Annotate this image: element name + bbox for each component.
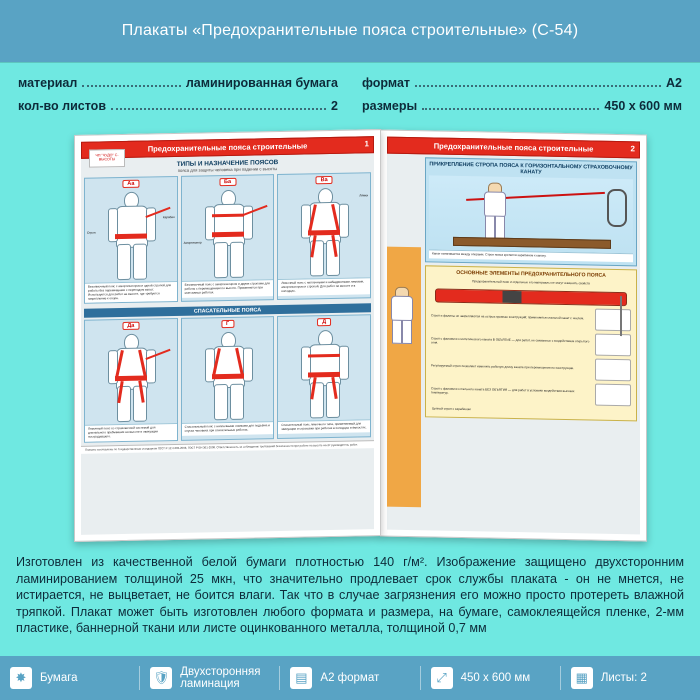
page-header (0, 0, 700, 62)
specs-block (0, 62, 700, 128)
poster-2-number: 2 (630, 144, 635, 154)
belt-chest-strap (212, 214, 244, 218)
carabiner-icon (607, 189, 627, 227)
belt-waist-strap (115, 234, 147, 240)
cell-caption: Спасательный пояс с наплечными лямками для подъёма и спуска человека при спасательных работах. (182, 422, 274, 436)
safety-belt-illustration (435, 288, 627, 306)
belt-row (431, 380, 631, 406)
poster-cell-aa (84, 176, 178, 304)
page-title: Плакаты «Предохранительные пояса строительные» (С-54) (121, 22, 579, 39)
footer-item-format (280, 667, 419, 689)
poster-preview-area (10, 132, 690, 544)
cell-caption: Лямочный пояс со страховочной системой для длительного пребывания на высоте и эвакуации пострадавшего. (85, 423, 177, 441)
figure-label: Амортизатор (183, 240, 202, 245)
cell-caption: Спасательный пояс лямочного типа, применяемый для эвакуации и страховки при работах в колодцах и ёмкостях. (278, 420, 370, 434)
rope-attachment-title: ПРИКРЕПЛЕНИЕ СТРОПА ПОЯСА К ГОРИЗОНТАЛЬНОМУ СТРАХОВОЧНОМУ КАНАТУ (429, 161, 633, 176)
footer-label-size: 450 x 600 мм (460, 672, 531, 684)
spec-row-sheets (18, 99, 338, 113)
figure-leg-right (230, 384, 244, 420)
layers-icon: ▦ (571, 667, 593, 689)
spec-value-sheets: 2 (331, 99, 338, 113)
spec-label-material: материал (18, 76, 78, 90)
belt-row (431, 330, 631, 356)
poster-cell-ba (181, 174, 275, 302)
rope-attachment-block (425, 157, 637, 266)
rescue-belts-band: СПАСАТЕЛЬНЫЕ ПОЯСА (84, 304, 371, 319)
footer-label-paper: Бумага (40, 672, 78, 684)
figure-illustration (182, 187, 274, 281)
cell-tag: Ба (219, 178, 236, 186)
figure-illustration (278, 185, 370, 279)
document-icon: ▤ (290, 667, 312, 689)
wooden-plank (453, 237, 610, 249)
figure-leg-right (230, 242, 244, 278)
section-subtitle-text: пояса для защиты человека при падении с высоты (177, 166, 278, 173)
figure-arm-right (339, 346, 349, 380)
figure-illustration (85, 331, 177, 425)
spec-label-sheets: кол-во листов (18, 99, 107, 113)
figure-arm-right (339, 204, 349, 238)
poster-1-row-1 (81, 169, 374, 307)
poster-cell-da (84, 318, 178, 442)
belt-waist-strap (212, 374, 244, 380)
spec-row-material (18, 76, 338, 90)
footer-label-sheets: Листы: 2 (600, 672, 647, 684)
product-description: Изготовлен из качественной белой бумаги плотностью 140 г/м². Изображение защищено двухсторонним ламинированием толщиной 25 мкн, что значительно продлевает срок службы плаката - он не мнется, не истирается, не выцветает, не боится влаги. Так что в случае загрязнения его можно просто протереть влажной тряпкой. Плакат может быть изготовлен любого формата и размера, на бумаге, самоклеящейся пленке, 2-мм пластике, баннерной ткани или листе оцинкованного металла, толщиной 0,7 мм (16, 555, 684, 636)
strap-icon (595, 383, 631, 406)
shield-icon: 🛡 (150, 667, 172, 689)
footer-item-sheets (561, 667, 700, 689)
cell-tag: Г (221, 320, 234, 328)
belt-row-text: Строп и фалины не закрепляются на острых кромках конструкций; применяется стальной канат с чехлом. (431, 313, 585, 321)
poster-cell-va (277, 172, 371, 300)
cell-caption: Безлямочный пояс с амортизатором и одной стропой для работы без перемещения с перепадом высот. Используется для работ на высоте, где требуется закрепление к опоре. (85, 281, 177, 303)
footer-item-paper (0, 667, 139, 689)
footer-label-lamination: Двухсторонняя ламинация (180, 666, 261, 690)
belt-waist-strap (212, 232, 244, 238)
page-footer (0, 656, 700, 700)
belt-elements-title: ОСНОВНЫЕ ЭЛЕМЕНТЫ ПРЕДОХРАНИТЕЛЬНОГО ПОЯСА (456, 269, 606, 279)
spec-row-size (362, 99, 682, 113)
figure-arm-right (243, 348, 253, 382)
poster-2-title-bar (387, 137, 640, 159)
figure-label: Лямки (359, 193, 369, 198)
poster-sheet-2[interactable] (380, 129, 647, 541)
worker-body (484, 191, 506, 217)
figure-illustration (278, 328, 370, 422)
poster-2-title: Предохранительные пояса строительные (433, 141, 594, 154)
spec-dots (422, 107, 599, 110)
chain-illustration (620, 296, 622, 336)
poster-1-footer-note: Плакаты изготовлены по Государственным стандартам ГОСТ Р 12.4.205-2003, ГОСТ Р ЕН 361-2008. Ответственность за соблюдение требований безопасности при работе на высоте несёт руководитель работ. (81, 440, 374, 454)
strap-icon (595, 358, 631, 381)
worker-leg-right (495, 216, 505, 240)
poster-1-number: 1 (364, 139, 369, 149)
worker-leg-right (402, 320, 412, 344)
spec-value-material: ламинированная бумага (185, 76, 338, 90)
spec-value-format: А2 (666, 76, 682, 90)
worker-figure (389, 287, 415, 343)
figure-illustration (182, 330, 274, 424)
poster-1-inner (81, 136, 374, 535)
rope-attachment-caption: Канат натягивается между опорами. Строп пояса крепится карабином к канату. (429, 249, 633, 262)
orange-side-strip (387, 247, 421, 508)
belt-chest-strap (308, 354, 340, 358)
belt-row (431, 355, 631, 381)
belt-row-text: Строп с фалами из синтетического каната В ОБЪЯТИЕ — для работ, не связанных с воздействием открытого огня. (431, 336, 590, 345)
cell-tag: Д (317, 318, 331, 326)
footer-label-format: A2 формат (320, 672, 380, 684)
belt-elements-block (425, 265, 637, 421)
cell-tag: Аа (122, 180, 139, 188)
footer-item-lamination (140, 666, 279, 690)
belt-row-text: Регулируемый строп позволяет изменять рабочую длину каната при перемещении по конструкции. (431, 363, 575, 370)
cell-tag: Да (122, 322, 139, 330)
cell-caption: Безлямочный пояс с амортизатором и двумя стропами для работы с перемещением по высоте. Применяется при монтажных работах. (182, 279, 274, 297)
section-title-text: ТИПЫ И НАЗНАЧЕНИЕ ПОЯСОВ (176, 159, 279, 168)
gear-icon: ✸ (10, 667, 32, 689)
poster-1-title: Предохранительные пояса строительные (147, 141, 308, 154)
worker-leg-left (392, 320, 402, 344)
spec-dots (82, 84, 181, 87)
spec-row-format (362, 76, 682, 90)
figure-illustration (85, 189, 177, 283)
footer-item-size (421, 667, 560, 689)
poster-sheet-1[interactable] (74, 129, 381, 542)
spec-value-size: 450 х 600 мм (604, 99, 682, 113)
spec-label-format: формат (362, 76, 411, 90)
worker-leg-left (485, 215, 495, 239)
figure-leg-left (214, 384, 228, 420)
poster-cell-g (181, 317, 275, 441)
figure-label: Карабин (162, 215, 175, 220)
resize-icon: ⤢ (431, 667, 453, 689)
specs-column-right (362, 76, 682, 122)
spec-label-size: размеры (362, 99, 418, 113)
strap-icon (595, 333, 631, 356)
rope-attachment-scene (429, 175, 633, 253)
cell-caption: Лямочный пояс с наплечными и набедренными лямками, амортизатором и стропой. Для работ на высоте и в колодцах. (278, 277, 370, 295)
belt-row-text: Строп с фалами из стального каната БЕЗ ОБЪЯТИЯ — для работ в условиях воздействия высоких температур. (431, 386, 575, 395)
publisher-logo: ЧП "ЧУДО" С-ВЫСОТЫ (89, 149, 125, 168)
side-worker-figure (389, 287, 419, 358)
figure-leg-left (214, 242, 228, 278)
specs-column-left (18, 76, 338, 122)
spec-dots (111, 107, 326, 110)
figure-leg-left (117, 244, 131, 280)
poster-cell-d (277, 315, 371, 439)
spec-dots (415, 84, 661, 87)
poster-2-inner (387, 137, 640, 535)
strap-icon (595, 308, 631, 331)
figure-torso (213, 204, 245, 247)
worker-on-plank (482, 182, 508, 238)
belt-elements-subtitle: Предохранительный пояс и отдельные его материалы не могут изменять свойств (472, 279, 590, 286)
figure-label: Строп (87, 230, 96, 235)
poster-1-row-2 (81, 315, 374, 446)
belt-row (431, 305, 631, 331)
worker-body (391, 296, 413, 322)
chain-label: Цепной строп с карабином (432, 406, 471, 411)
figure-leg-right (133, 244, 147, 280)
cell-tag: Ва (316, 176, 333, 184)
figure-torso (116, 206, 148, 249)
